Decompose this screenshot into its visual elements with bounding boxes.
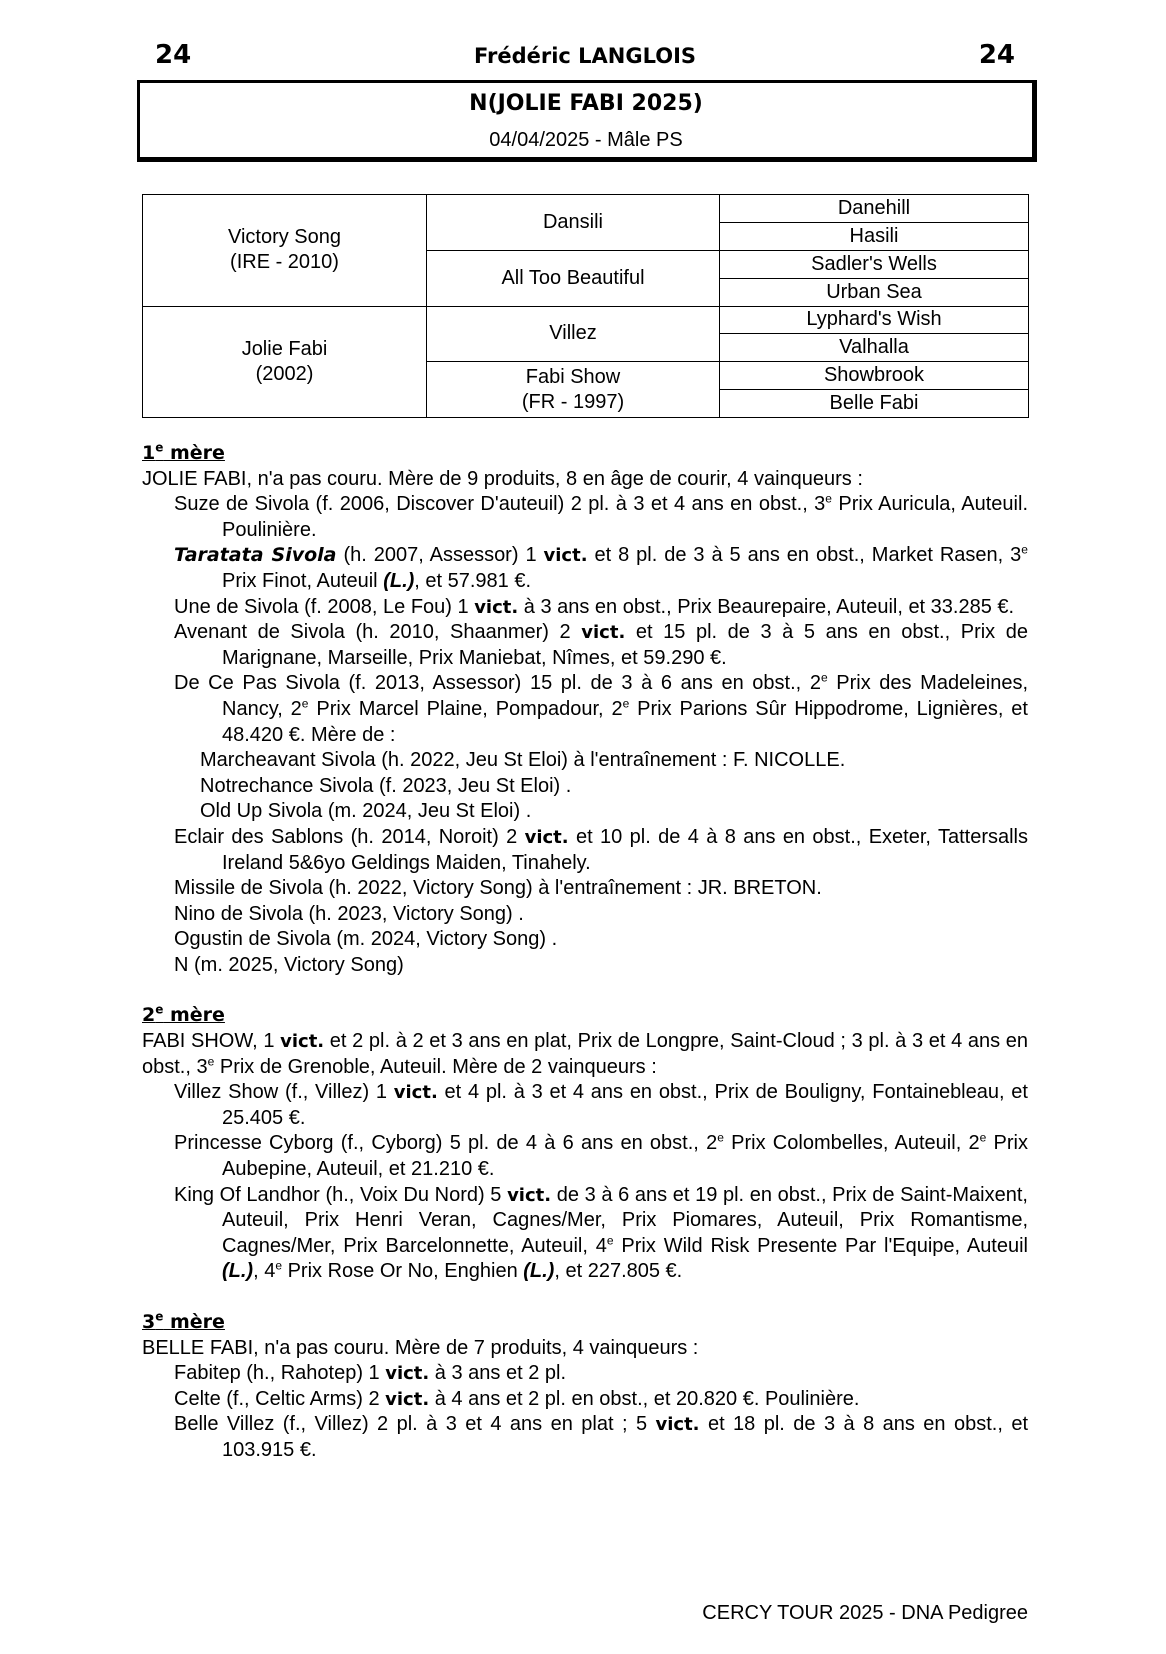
page-number-left: 24 xyxy=(155,40,192,70)
produce-entry: King Of Landhor (h., Voix Du Nord) 5 vict. de 3 à 6 ans et 19 pl. en obst., Prix de Saint-Maixent, Auteuil, Prix Henri Veran, Cagnes/Mer, Prix Piomares, Auteuil, Prix Romantisme, Cagnes/Mer, Prix Barcelonnette, Auteuil, 4e Prix Wild Risk Presente Par l'Equipe, Auteuil (L.), 4e Prix Rose Or No, Enghien (L.), et 227.805 €. xyxy=(174,1183,1029,1283)
produce-entry: Villez Show (f., Villez) 1 vict. et 4 pl. à 3 et 4 ans en obst., Prix de Bouligny, Fontainebleau, et 25.405 €. xyxy=(174,1081,1028,1129)
gen3-cell: Belle Fabi xyxy=(720,390,1029,418)
section-title-first-dam: 1e mère xyxy=(142,440,225,464)
gen3-cell: Valhalla xyxy=(720,334,1029,362)
produce-entry: Belle Villez (f., Villez) 2 pl. à 3 et 4 ans en plat ; 5 vict. et 18 pl. de 3 à 8 ans en obst., et 103.915 €. xyxy=(174,1413,1029,1461)
dam-sire-cell: Villez xyxy=(427,306,720,362)
produce-entry: Avenant de Sivola (h. 2010, Shaanmer) 2 vict. et 15 pl. de 3 à 5 ans en obst., Prix de Marignane, Marseille, Prix Maniebat, Nîmes, et 59.290 €. xyxy=(174,621,1028,669)
sire-origin: (IRE - 2010) xyxy=(230,251,339,274)
grand-produce-entry: Marcheavant Sivola (h. 2022, Jeu St Eloi) à l'entraînement : F. NICOLLE. xyxy=(200,749,846,772)
produce-entry: Nino de Sivola (h. 2023, Victory Song) . xyxy=(174,902,524,925)
gen3-cell: Lyphard's Wish xyxy=(720,306,1029,334)
page-footer: CERCY TOUR 2025 - DNA Pedigree xyxy=(702,1602,1028,1624)
dam-cell xyxy=(143,306,427,418)
gen3-cell: Sadler's Wells xyxy=(720,250,1029,278)
grand-produce-entry: Notrechance Sivola (f. 2023, Jeu St Eloi) . xyxy=(200,774,572,797)
produce-entry: Une de Sivola (f. 2008, Le Fou) 1 vict. à 3 ans en obst., Prix Beaurepaire, Auteuil, et 33.285 €. xyxy=(174,595,1015,618)
produce-entry: N (m. 2025, Victory Song) xyxy=(174,953,404,976)
produce-entry: Eclair des Sablons (h. 2014, Noroit) 2 vict. et 10 pl. de 4 à 8 ans en obst., Exeter, Tattersalls Ireland 5&6yo Geldings Maiden, Tinahely. xyxy=(174,825,1028,874)
produce-entry: Taratata Sivola (h. 2007, Assessor) 1 vict. et 8 pl. de 3 à 5 ans en obst., Market Rasen, 3e Prix Finot, Auteuil (L.), et 57.981 €. xyxy=(174,542,1028,592)
section-title-second-dam: 2e mère xyxy=(142,1003,225,1027)
gen3-cell: Hasili xyxy=(720,222,1029,250)
horse-subtitle: 04/04/2025 - Mâle PS xyxy=(489,129,683,151)
dam-year: (2002) xyxy=(255,362,314,385)
horse-title: N(JOLIE FABI 2025) xyxy=(469,91,703,116)
pedigree-table xyxy=(142,194,1029,418)
gen3-cell: Danehill xyxy=(720,195,1029,223)
second-dam-intro: FABI SHOW, 1 vict. et 2 pl. à 2 et 3 ans en plat, Prix de Longpre, Saint-Cloud ; 3 pl. à 3 et 4 ans en obst., 3e Prix de Grenoble, Auteuil. Mère de 2 vainqueurs : xyxy=(142,1030,1029,1078)
gen3-cell: Showbrook xyxy=(720,362,1029,390)
produce-entry: Suze de Sivola (f. 2006, Discover D'auteuil) 2 pl. à 3 et 4 ans en obst., 3e Prix Auricula, Auteuil. Poulinière. xyxy=(174,491,1028,541)
gen3-cell: Urban Sea xyxy=(720,278,1029,306)
sire-name: Victory Song xyxy=(227,226,342,249)
dam-line-content xyxy=(142,441,1028,1464)
produce-entry: De Ce Pas Sivola (f. 2013, Assessor) 15 pl. de 3 à 6 ans en obst., 2e Prix des Madeleines, Nancy, 2e Prix Marcel Plaine, Pompadour, 2e Prix Parions Sûr Hippodrome, Lignières, et 48.420 €. Mère de : xyxy=(174,670,1028,746)
dam-dam-origin: (FR - 1997) xyxy=(521,390,625,413)
sire-cell xyxy=(143,195,427,307)
produce-entry: Celte (f., Celtic Arms) 2 vict. à 4 ans et 2 pl. en obst., et 20.820 €. Poulinière. xyxy=(174,1387,860,1410)
produce-entry: Fabitep (h., Rahotep) 1 vict. à 3 ans et 2 pl. xyxy=(174,1362,567,1385)
grand-produce-entry: Old Up Sivola (m. 2024, Jeu St Eloi) . xyxy=(200,800,532,823)
winner-name: Taratata Sivola xyxy=(174,544,337,567)
dam-name: Jolie Fabi xyxy=(241,337,328,360)
author-name: Frédéric LANGLOIS xyxy=(473,44,697,68)
section-title-third-dam: 3e mère xyxy=(142,1309,225,1333)
produce-entry: Missile de Sivola (h. 2022, Victory Song) à l'entraînement : JR. BRETON. xyxy=(174,877,822,900)
first-dam-intro: JOLIE FABI, n'a pas couru. Mère de 9 produits, 8 en âge de courir, 4 vainqueurs : xyxy=(142,467,863,490)
produce-entry: Princesse Cyborg (f., Cyborg) 5 pl. de 4 à 6 ans en obst., 2e Prix Colombelles, Auteuil, 2e Prix Aubepine, Auteuil, et 21.210 €. xyxy=(174,1130,1028,1181)
third-dam-intro: BELLE FABI, n'a pas couru. Mère de 7 produits, 4 vainqueurs : xyxy=(142,1336,699,1359)
title-box xyxy=(137,80,1037,162)
sire-dam-cell: All Too Beautiful xyxy=(427,250,720,306)
sire-sire-cell: Dansili xyxy=(427,195,720,251)
page-header xyxy=(155,40,1015,74)
produce-entry: Ogustin de Sivola (m. 2024, Victory Song) . xyxy=(174,928,558,951)
page-number-right: 24 xyxy=(978,40,1015,70)
dam-dam-name: Fabi Show xyxy=(525,365,621,388)
dam-dam-cell xyxy=(427,362,720,418)
